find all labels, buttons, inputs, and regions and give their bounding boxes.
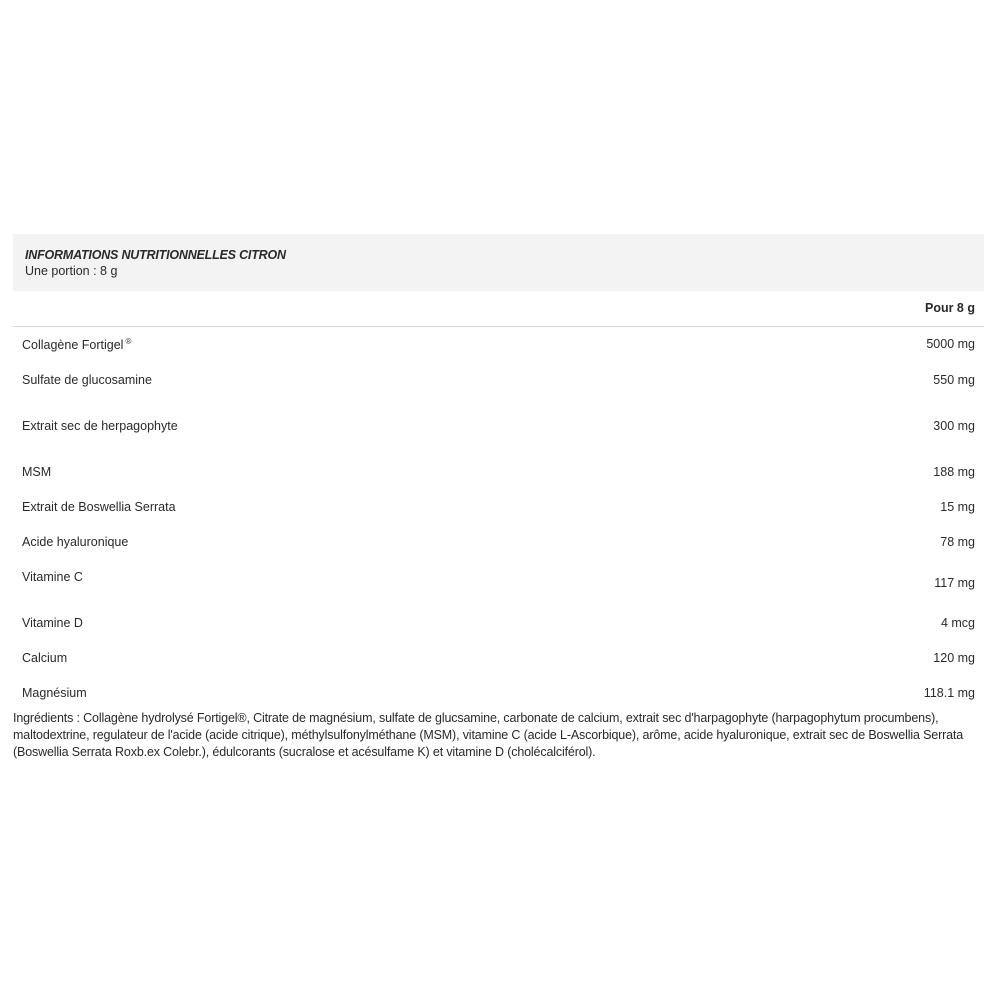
row-value: 78 mg [940, 535, 975, 549]
row-name: Vitamine D [22, 616, 83, 630]
row-value: 5000 mg [926, 337, 975, 351]
row-value: 120 mg [933, 651, 975, 665]
row-value: 300 mg [933, 419, 975, 433]
row-name: Magnésium [22, 686, 87, 700]
row-value: 15 mg [940, 500, 975, 514]
serving-size: Une portion : 8 g [25, 264, 118, 278]
column-header-per-serving: Pour 8 g [924, 301, 975, 315]
row-name: Calcium [22, 651, 68, 665]
row-name: MSM [22, 465, 52, 479]
row-value: 4 mcg [940, 616, 975, 630]
row-value: 550 mg [933, 373, 975, 387]
row-name: Sulfate de glucosamine [22, 373, 152, 387]
row-name: Collagène Fortigel [22, 338, 124, 353]
row-name: Extrait de Boswellia Serrata [22, 500, 176, 514]
ingredients-text: Ingrédients : Collagène hydrolysé Fortigel®, Citrate de magnésium, sulfate de glucsamine, carbonate de calcium, extrait sec d'harpagophyte (harpagophytum procumbens), maltodextrine, regulateur de l'acide (acide citrique), méthylsulfonylméthane (MSM), vitamine C (acide L-Ascorbique), arôme, acide hyaluronique, extrait sec de Boswellia Serrata (Boswellia Serrata Roxb.ex Colebr.), édulcorants (sucralose et acésulfame K) et vitamine D (cholécalciférol). [13, 711, 964, 759]
registered-mark: ® [125, 337, 132, 346]
nutrition-panel [13, 234, 984, 700]
row-name: Extrait sec de herpagophyte [22, 419, 178, 433]
row-name: Vitamine C [22, 570, 83, 584]
column-header-row [13, 291, 984, 327]
row-value: 188 mg [933, 465, 975, 479]
panel-title: INFORMATIONS NUTRITIONNELLES CITRON [25, 248, 286, 262]
row-name: Acide hyaluronique [22, 535, 129, 549]
row-value: 117 mg [934, 576, 975, 590]
row-value: 118.1 mg [923, 686, 975, 700]
panel-header [13, 234, 984, 291]
